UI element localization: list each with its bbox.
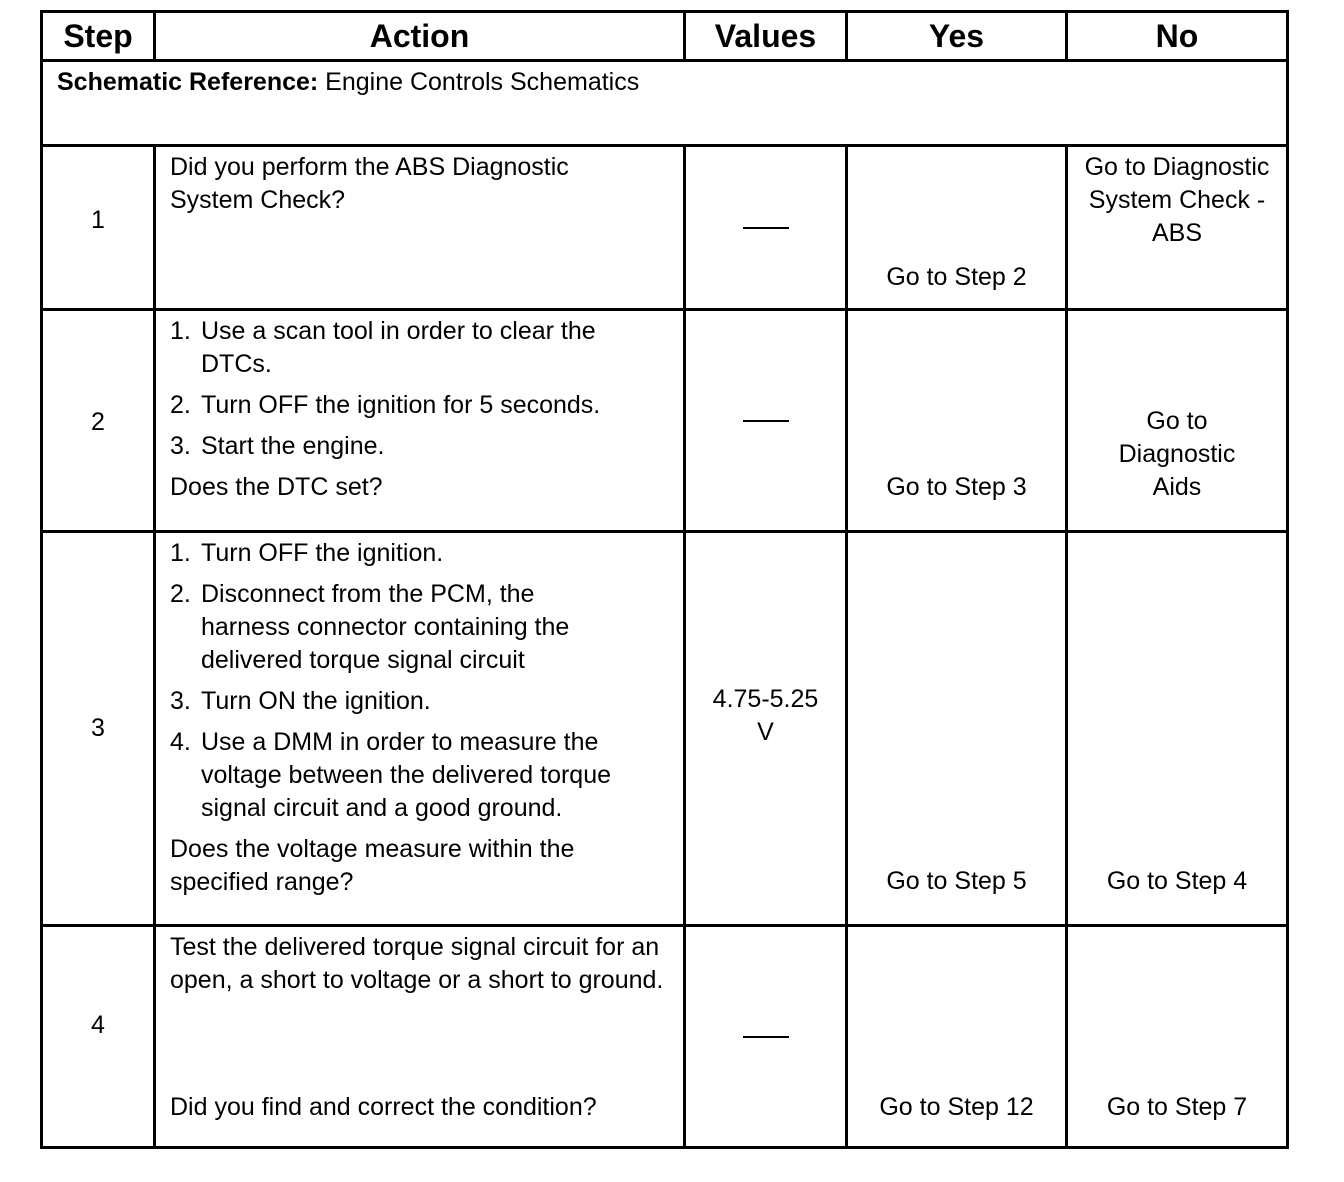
empty-value-dash <box>743 420 789 422</box>
no-cell <box>1067 310 1288 532</box>
list-item-text: Use a DMM in order to measure the voltage between the delivered torque signal circuit and a good ground. <box>201 728 612 822</box>
values-cell <box>685 146 847 310</box>
table-row <box>42 926 1288 1148</box>
step-number: 1 <box>42 146 155 310</box>
action-cell <box>155 146 685 310</box>
list-item-text: Disconnect from the PCM, the harness connector containing the delivered torque signal circuit <box>201 580 570 674</box>
action-cell <box>155 310 685 532</box>
list-item <box>170 315 673 381</box>
yes-cell <box>847 310 1067 532</box>
list-item <box>170 578 663 677</box>
table-row <box>42 310 1288 532</box>
header-yes: Yes <box>847 12 1067 61</box>
table-row <box>42 146 1288 310</box>
yes-cell <box>847 926 1067 1148</box>
yes-action: Go to Step 3 <box>886 473 1027 501</box>
list-item-number: 1. <box>170 317 191 345</box>
list-item-number: 1. <box>170 539 191 567</box>
table-row <box>42 532 1288 926</box>
list-item-text: Turn OFF the ignition. <box>201 539 444 567</box>
schematic-reference-label: Schematic Reference: <box>57 68 319 96</box>
list-item-number: 3. <box>170 432 191 460</box>
yes-action: Go to Step 2 <box>886 263 1027 291</box>
action-question: Does the DTC set? <box>170 473 383 501</box>
schematic-reference-row <box>42 61 1288 146</box>
action-text: Test the delivered torque signal circuit for an open, a short to voltage or a short to ground. <box>170 933 664 994</box>
list-item <box>170 726 663 825</box>
values-cell <box>685 926 847 1148</box>
action-cell <box>155 532 685 926</box>
step-number: 4 <box>42 926 155 1148</box>
no-action: Go to Step 4 <box>1106 867 1248 895</box>
yes-action: Go to Step 5 <box>886 867 1027 895</box>
values-cell <box>685 310 847 532</box>
list-item <box>170 389 673 422</box>
schematic-reference <box>42 61 1288 146</box>
empty-value-dash <box>743 1036 789 1038</box>
list-item <box>170 430 673 463</box>
step-number: 3 <box>42 532 155 926</box>
list-item-text: Turn OFF the ignition for 5 seconds. <box>201 391 601 419</box>
step-number: 2 <box>42 310 155 532</box>
list-item-number: 2. <box>170 580 191 608</box>
schematic-reference-value: Engine Controls Schematics <box>318 68 640 96</box>
no-action: Go to Diagnostic System Check - ABS <box>1084 153 1270 247</box>
list-item <box>170 685 663 718</box>
no-cell <box>1067 532 1288 926</box>
action-question: Did you find and correct the condition? <box>170 1093 597 1121</box>
diagnostic-table <box>40 10 1289 1149</box>
list-item-number: 2. <box>170 391 191 419</box>
yes-action: Go to Step 12 <box>879 1093 1034 1121</box>
no-cell <box>1067 146 1288 310</box>
list-item <box>170 537 663 570</box>
header-no: No <box>1067 12 1288 61</box>
empty-value-dash <box>743 227 789 229</box>
action-text: Did you perform the ABS Diagnostic System Check? <box>170 153 569 214</box>
list-item-text: Turn ON the ignition. <box>201 687 431 715</box>
header-action: Action <box>155 12 685 61</box>
values-range: 4.75-5.25 V <box>712 685 819 746</box>
no-action: Go to Diagnostic Aids <box>1118 407 1236 501</box>
yes-cell <box>847 532 1067 926</box>
list-item-number: 4. <box>170 728 191 756</box>
list-item-text: Use a scan tool in order to clear the DTCs. <box>201 317 596 378</box>
header-row <box>42 12 1288 61</box>
diagnostic-table-container <box>40 10 1286 1149</box>
action-cell <box>155 926 685 1148</box>
no-cell <box>1067 926 1288 1148</box>
values-cell <box>685 532 847 926</box>
yes-cell <box>847 146 1067 310</box>
list-item-number: 3. <box>170 687 191 715</box>
action-question: Does the voltage measure within the specified range? <box>170 835 575 896</box>
no-action: Go to Step 7 <box>1106 1093 1248 1121</box>
list-item-text: Start the engine. <box>201 432 385 460</box>
header-values: Values <box>685 12 847 61</box>
header-step: Step <box>42 12 155 61</box>
